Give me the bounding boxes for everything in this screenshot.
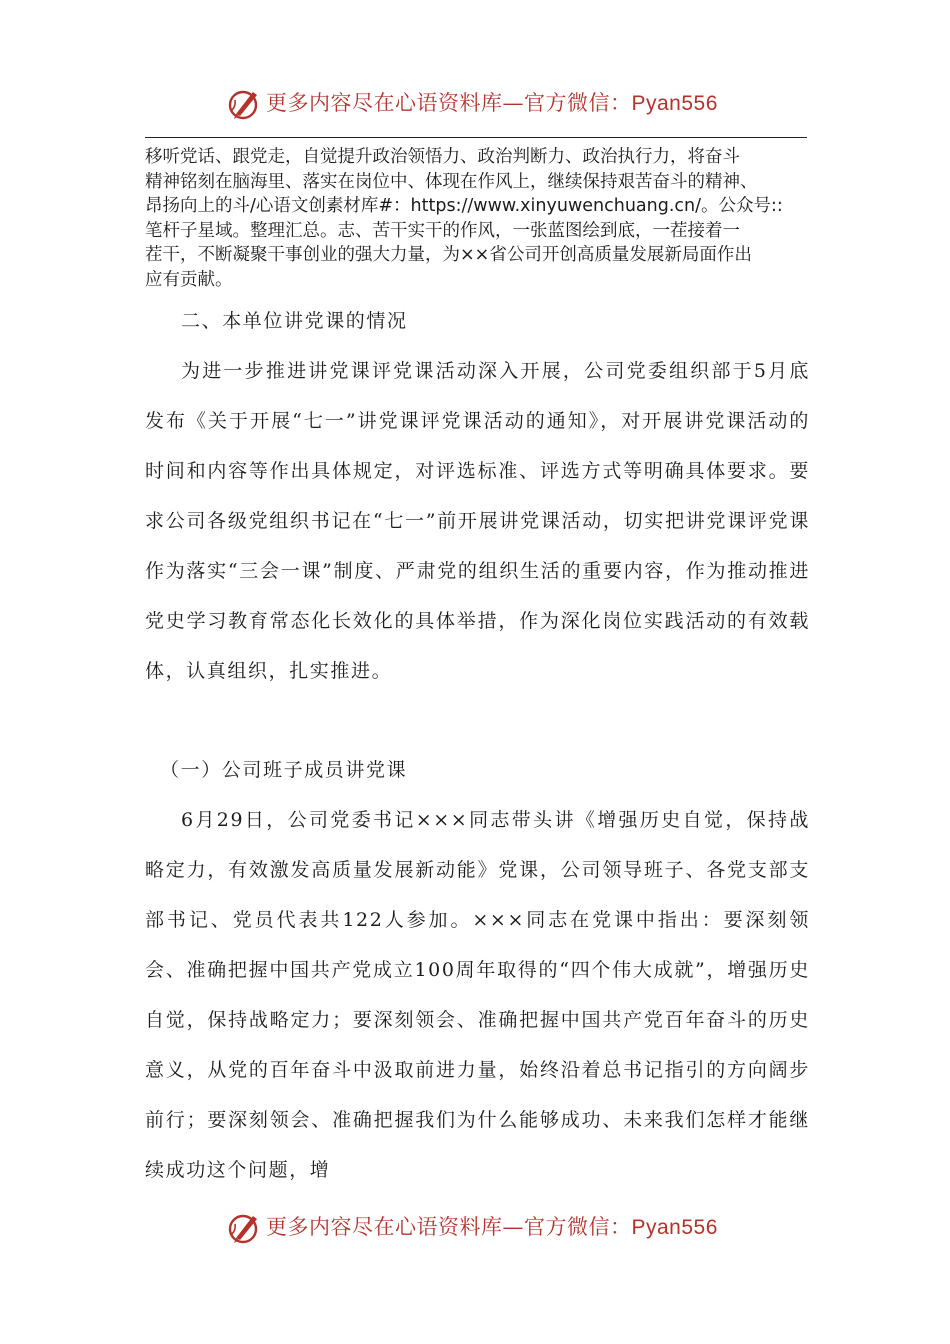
header-divider xyxy=(145,137,807,138)
intro-paragraph xyxy=(145,145,810,292)
intro-line: 应有贡献。 xyxy=(145,269,233,290)
intro-line: 昂扬向上的斗/心语文创素材库#：https://www.xinyuwenchuang.cn/。公众号:: xyxy=(145,196,783,216)
header-watermark-text xyxy=(266,88,718,119)
intro-line: 笔杆子星域。整理汇总。志、苦干实干的作风，一张蓝图绘到底，一茬接着一 xyxy=(145,220,740,241)
header-watermark-label: 更多内容尽在心语资料库—官方微信： xyxy=(266,91,632,115)
subsection-1-heading: （一）公司班子成员讲党课 xyxy=(160,759,408,781)
intro-line: 精神铭刻在脑海里、落实在岗位中、体现在作风上，继续保持艰苦奋斗的精神、 xyxy=(145,171,758,192)
header-watermark xyxy=(0,82,950,126)
intro-line: 移听党话、跟党走，自觉提升政治领悟力、政治判断力、政治执行力，将奋斗 xyxy=(145,147,740,167)
footer-wechat-id: Pyan556 xyxy=(631,1216,718,1239)
footer-watermark-text xyxy=(266,1212,718,1243)
footer-watermark xyxy=(0,1206,950,1250)
section-2-paragraph: 为进一步推进讲党课评党课活动深入开展，公司党委组织部于5月底发布《关于开展“七一”讲党课评党课活动的通知》，对开展讲党课活动的时间和内容等作出具体规定，对评选标准、评选方式等明确具体要求。要求公司各级党组织书记在“七一”前开展讲党课活动，切实把讲党课评党课作为落实“三会一课”制度、严肃党的组织生活的重要内容，作为推动推进党史学习教育常态化长效化的具体举措，作为深化岗位实践活动的有效载体，认真组织，扎实推进。 xyxy=(145,360,810,682)
pen-logo-icon xyxy=(226,86,262,122)
section-2-heading: 二、本单位讲党课的情况 xyxy=(181,310,408,332)
footer-watermark-label: 更多内容尽在心语资料库—官方微信： xyxy=(266,1215,632,1239)
subsection-1-paragraph: 6月29日，公司党委书记×××同志带头讲《增强历史自觉，保持战略定力，有效激发高质量发展新动能》党课，公司领导班子、各党支部支部书记、党员代表共122人参加。×××同志在党课中指出：要深刻领会、准确把握中国共产党成立100周年取得的“四个伟大成就”，增强历史自觉，保持战略定力；要深刻领会、准确把握中国共产党百年奋斗的历史意义，从党的百年奋斗中汲取前进力量，始终沿着总书记指引的方向阔步前行；要深刻领会、准确把握我们为什么能够成功、未来我们怎样才能继续成功这个问题，增 xyxy=(145,809,810,1181)
pen-logo-icon xyxy=(226,1210,262,1246)
header-wechat-id: Pyan556 xyxy=(631,92,718,115)
intro-line: 茬干，不断凝聚干事创业的强大力量，为××省公司开创高质量发展新局面作出 xyxy=(145,245,752,265)
